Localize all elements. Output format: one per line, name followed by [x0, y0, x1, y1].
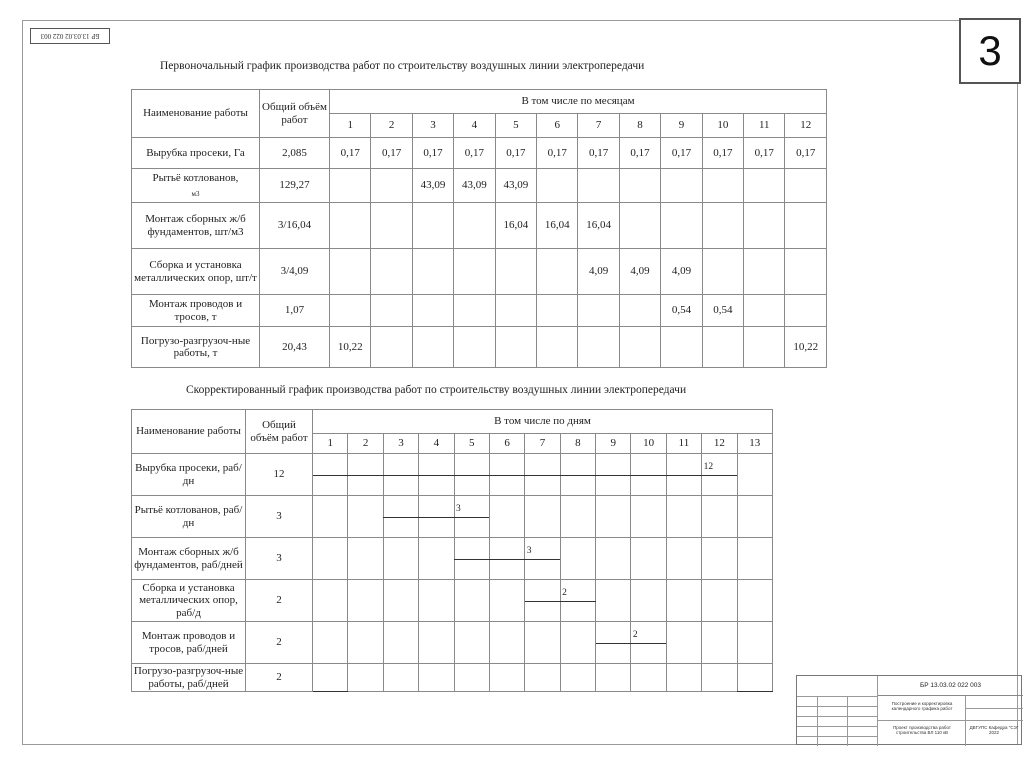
corrected-schedule-table [131, 409, 773, 692]
t1-cell [371, 295, 412, 327]
t2-row-name: Рытьё котлованов, раб/дн [132, 496, 246, 538]
t2-row-name: Монтаж проводов и тросов, раб/дней [132, 622, 246, 664]
t2-cell [737, 454, 773, 496]
gantt-bar [596, 643, 667, 644]
t2-header-total: Общий объём работ [246, 410, 313, 454]
t1-cell [785, 203, 827, 249]
t2-day-9: 9 [596, 434, 631, 454]
t1-cell [661, 327, 702, 368]
t2-cell [383, 664, 418, 692]
t2-cell [313, 538, 348, 580]
t1-cell [495, 295, 536, 327]
t1-cell [412, 203, 453, 249]
t1-row-total: 2,085 [260, 138, 330, 169]
t2-cell [489, 496, 524, 538]
t2-row-name: Сборка и установка металлических опор, раб/д [132, 580, 246, 622]
table-row [132, 169, 827, 203]
table1-title: Первоночальный график производства работ по строительству воздушных линии электропередачи [160, 60, 645, 72]
t1-cell [495, 249, 536, 295]
t2-cell [560, 664, 595, 692]
t2-row-name: Вырубка просеки, раб/дн [132, 454, 246, 496]
page-number: 3 [959, 18, 1021, 84]
title-block-project: Проект производства работ строительства ВЛ 110 кВ [893, 725, 951, 735]
t1-cell [537, 169, 578, 203]
t2-cell [419, 580, 454, 622]
table-row [132, 664, 773, 692]
t1-cell [454, 203, 495, 249]
t1-cell [744, 295, 785, 327]
t1-cell: 0,54 [702, 295, 743, 327]
t2-cell [737, 622, 773, 664]
t2-cell [596, 664, 631, 692]
t1-row-name: Рытьё котлованов, $_{м3}$ [132, 169, 260, 203]
t1-row-name: Монтаж проводов и тросов, т [132, 295, 260, 327]
t2-cell [560, 538, 595, 580]
t1-cell: 16,04 [578, 203, 619, 249]
title-block-code: БР 13.03.02 022 003 [877, 676, 1023, 696]
t2-day-1: 1 [313, 434, 348, 454]
t1-cell: 0,17 [661, 138, 702, 169]
t1-cell [371, 203, 412, 249]
table2-title: Скорректированный график производства работ по строительству воздушных линии электропередачи [186, 384, 687, 396]
t2-cell [702, 496, 737, 538]
t2-day-7: 7 [525, 434, 560, 454]
t2-cell [560, 496, 595, 538]
t1-month-12: 12 [785, 114, 827, 138]
t1-cell: 0,17 [454, 138, 495, 169]
t1-cell [702, 203, 743, 249]
t1-cell [578, 327, 619, 368]
t1-cell: 0,17 [619, 138, 660, 169]
t1-cell [371, 327, 412, 368]
t1-cell: 0,17 [744, 138, 785, 169]
t1-cell: 10,22 [330, 327, 371, 368]
t2-cell [348, 496, 383, 538]
t1-cell [785, 295, 827, 327]
t2-cell [525, 496, 560, 538]
t1-cell: 0,17 [702, 138, 743, 169]
gantt-bar [313, 475, 738, 476]
t2-cell [596, 538, 631, 580]
t2-cell [419, 538, 454, 580]
t2-cell [666, 622, 701, 664]
t1-cell: 4,09 [619, 249, 660, 295]
t1-row-name: Сборка и установка металлических опор, шт/т [132, 249, 260, 295]
gantt-bar [383, 517, 489, 518]
t1-month-11: 11 [744, 114, 785, 138]
t1-cell: 43,09 [454, 169, 495, 203]
t2-cell [631, 580, 666, 622]
t1-cell [495, 327, 536, 368]
t2-cell [666, 580, 701, 622]
initial-schedule-table [131, 89, 827, 368]
t1-month-3: 3 [412, 114, 453, 138]
t2-cell [596, 580, 631, 622]
t1-month-2: 2 [371, 114, 412, 138]
t2-row-name: Погрузо-разгрузоч-ные работы, раб/дней [132, 664, 246, 692]
t1-cell [744, 169, 785, 203]
t2-cell [348, 664, 383, 692]
t1-row-total: 3/4,09 [260, 249, 330, 295]
t1-cell [702, 249, 743, 295]
t1-header-group: В том числе по месяцам [330, 90, 827, 114]
t2-day-13: 13 [737, 434, 773, 454]
gantt-bar [454, 559, 560, 560]
t1-cell [330, 203, 371, 249]
t2-cell [419, 664, 454, 692]
gantt-bar-label: 3 [456, 503, 461, 514]
t1-month-10: 10 [702, 114, 743, 138]
t1-cell [619, 169, 660, 203]
t1-month-6: 6 [537, 114, 578, 138]
t1-month-4: 4 [454, 114, 495, 138]
t1-cell [330, 169, 371, 203]
t1-row-name: Монтаж сборных ж/б фундаментов, шт/м3 [132, 203, 260, 249]
t2-header-name: Наименование работы [132, 410, 246, 454]
gantt-bar-label: 3 [526, 545, 532, 556]
t2-cell [560, 622, 595, 664]
t1-cell: 0,54 [661, 295, 702, 327]
t1-cell: 43,09 [495, 169, 536, 203]
t2-cell [525, 622, 560, 664]
t1-cell [785, 169, 827, 203]
t1-month-1: 1 [330, 114, 371, 138]
t2-cell [313, 580, 348, 622]
t1-cell [454, 249, 495, 295]
t1-row-unit: м3 [191, 190, 200, 199]
t2-cell [666, 664, 701, 692]
t2-cell [313, 622, 348, 664]
table-row [132, 249, 827, 295]
title-block-sheet-title: Построение и корректировка календарного графика работ [891, 701, 953, 711]
t2-cell [631, 538, 666, 580]
t1-row-total: 129,27 [260, 169, 330, 203]
t1-cell: 0,17 [578, 138, 619, 169]
t1-cell [702, 169, 743, 203]
t2-row-total: 3 [246, 496, 313, 538]
t1-cell [619, 327, 660, 368]
t2-row-name: Монтаж сборных ж/б фундаментов, раб/дней [132, 538, 246, 580]
table-row [132, 138, 827, 169]
t1-row-total: 20,43 [260, 327, 330, 368]
t2-cell [313, 496, 348, 538]
t2-cell [348, 580, 383, 622]
t2-cell [489, 622, 524, 664]
t2-day-12: 12 [702, 434, 737, 454]
t1-row-total: 3/16,04 [260, 203, 330, 249]
t2-row-total: 2 [246, 664, 313, 692]
t1-cell: 0,17 [785, 138, 827, 169]
t2-row-total: 3 [246, 538, 313, 580]
t1-cell: 0,17 [537, 138, 578, 169]
t1-row-name: Вырубка просеки, Га [132, 138, 260, 169]
t2-day-2: 2 [348, 434, 383, 454]
t2-cell [383, 538, 418, 580]
t2-cell [631, 664, 666, 692]
t1-cell [537, 295, 578, 327]
t2-day-3: 3 [383, 434, 418, 454]
t2-cell [596, 496, 631, 538]
t2-cell [313, 664, 348, 692]
title-block [796, 675, 1022, 745]
t1-cell: 0,17 [412, 138, 453, 169]
t1-cell [330, 295, 371, 327]
t2-cell [702, 622, 737, 664]
t1-month-7: 7 [578, 114, 619, 138]
table-row [132, 622, 773, 664]
t1-cell: 43,09 [412, 169, 453, 203]
t2-cell [454, 580, 489, 622]
t2-cell [737, 664, 773, 692]
t2-row-total: 2 [246, 622, 313, 664]
gantt-bar-label: 2 [562, 587, 567, 598]
gantt-bar [313, 691, 348, 692]
table-row [132, 580, 773, 622]
gantt-bar [525, 601, 596, 602]
t1-cell [702, 327, 743, 368]
t2-cell [666, 496, 701, 538]
t2-cell [702, 580, 737, 622]
t1-row-total: 1,07 [260, 295, 330, 327]
t2-cell [702, 664, 737, 692]
t2-cell [737, 496, 773, 538]
t2-day-11: 11 [666, 434, 701, 454]
t1-cell: 0,17 [495, 138, 536, 169]
t1-cell: 16,04 [495, 203, 536, 249]
t1-cell [619, 295, 660, 327]
t1-cell [412, 295, 453, 327]
t2-cell [348, 538, 383, 580]
t2-cell [737, 538, 773, 580]
t2-cell [489, 580, 524, 622]
t1-cell [744, 203, 785, 249]
t2-row-total: 12 [246, 454, 313, 496]
t1-month-5: 5 [495, 114, 536, 138]
t2-cell [383, 622, 418, 664]
t1-month-9: 9 [661, 114, 702, 138]
gantt-bar-label: 12 [703, 461, 714, 472]
gantt-bar-label: 2 [632, 629, 638, 640]
sheet-code-stamp: БР 13.03.02 022 003 [30, 28, 110, 44]
t2-cell [454, 622, 489, 664]
t1-cell [785, 249, 827, 295]
t1-cell [619, 203, 660, 249]
t1-cell [744, 249, 785, 295]
t1-cell [661, 169, 702, 203]
t1-cell: 4,09 [661, 249, 702, 295]
t1-cell: 0,17 [371, 138, 412, 169]
t1-cell [454, 327, 495, 368]
t1-cell [537, 327, 578, 368]
table-row [132, 203, 827, 249]
t1-month-8: 8 [619, 114, 660, 138]
t1-cell: 10,22 [785, 327, 827, 368]
t1-header-name: Наименование работы [132, 90, 260, 138]
t2-cell [666, 538, 701, 580]
t1-cell [744, 327, 785, 368]
t1-cell [537, 249, 578, 295]
t2-cell [383, 580, 418, 622]
t1-cell [371, 169, 412, 203]
t1-cell [454, 295, 495, 327]
t2-cell [489, 664, 524, 692]
t2-cell [702, 538, 737, 580]
t1-header-total: Общий объём работ [260, 90, 330, 138]
t2-day-5: 5 [454, 434, 489, 454]
t2-row-total: 2 [246, 580, 313, 622]
t2-cell [631, 496, 666, 538]
t2-cell [348, 622, 383, 664]
title-block-org: ДВГУПС Кафедра "СЭ" 2022 [969, 725, 1019, 735]
t1-cell: 0,17 [330, 138, 371, 169]
t2-day-4: 4 [419, 434, 454, 454]
t1-cell [412, 249, 453, 295]
t1-cell [371, 249, 412, 295]
t2-header-group: В том числе по дням [313, 410, 773, 434]
t2-cell [419, 622, 454, 664]
t1-cell [578, 169, 619, 203]
table-row [132, 538, 773, 580]
t1-cell [661, 203, 702, 249]
t1-cell [578, 295, 619, 327]
table-row [132, 327, 827, 368]
t2-cell [454, 664, 489, 692]
t2-cell [525, 664, 560, 692]
gantt-bar [737, 691, 773, 692]
t1-row-name: Погрузо-разгрузоч-ные работы, т [132, 327, 260, 368]
t2-day-6: 6 [489, 434, 524, 454]
table-row [132, 295, 827, 327]
t1-cell: 16,04 [537, 203, 578, 249]
t1-cell: 4,09 [578, 249, 619, 295]
t2-cell [737, 580, 773, 622]
t1-cell [330, 249, 371, 295]
t1-cell [412, 327, 453, 368]
t2-day-10: 10 [631, 434, 666, 454]
t2-day-8: 8 [560, 434, 595, 454]
